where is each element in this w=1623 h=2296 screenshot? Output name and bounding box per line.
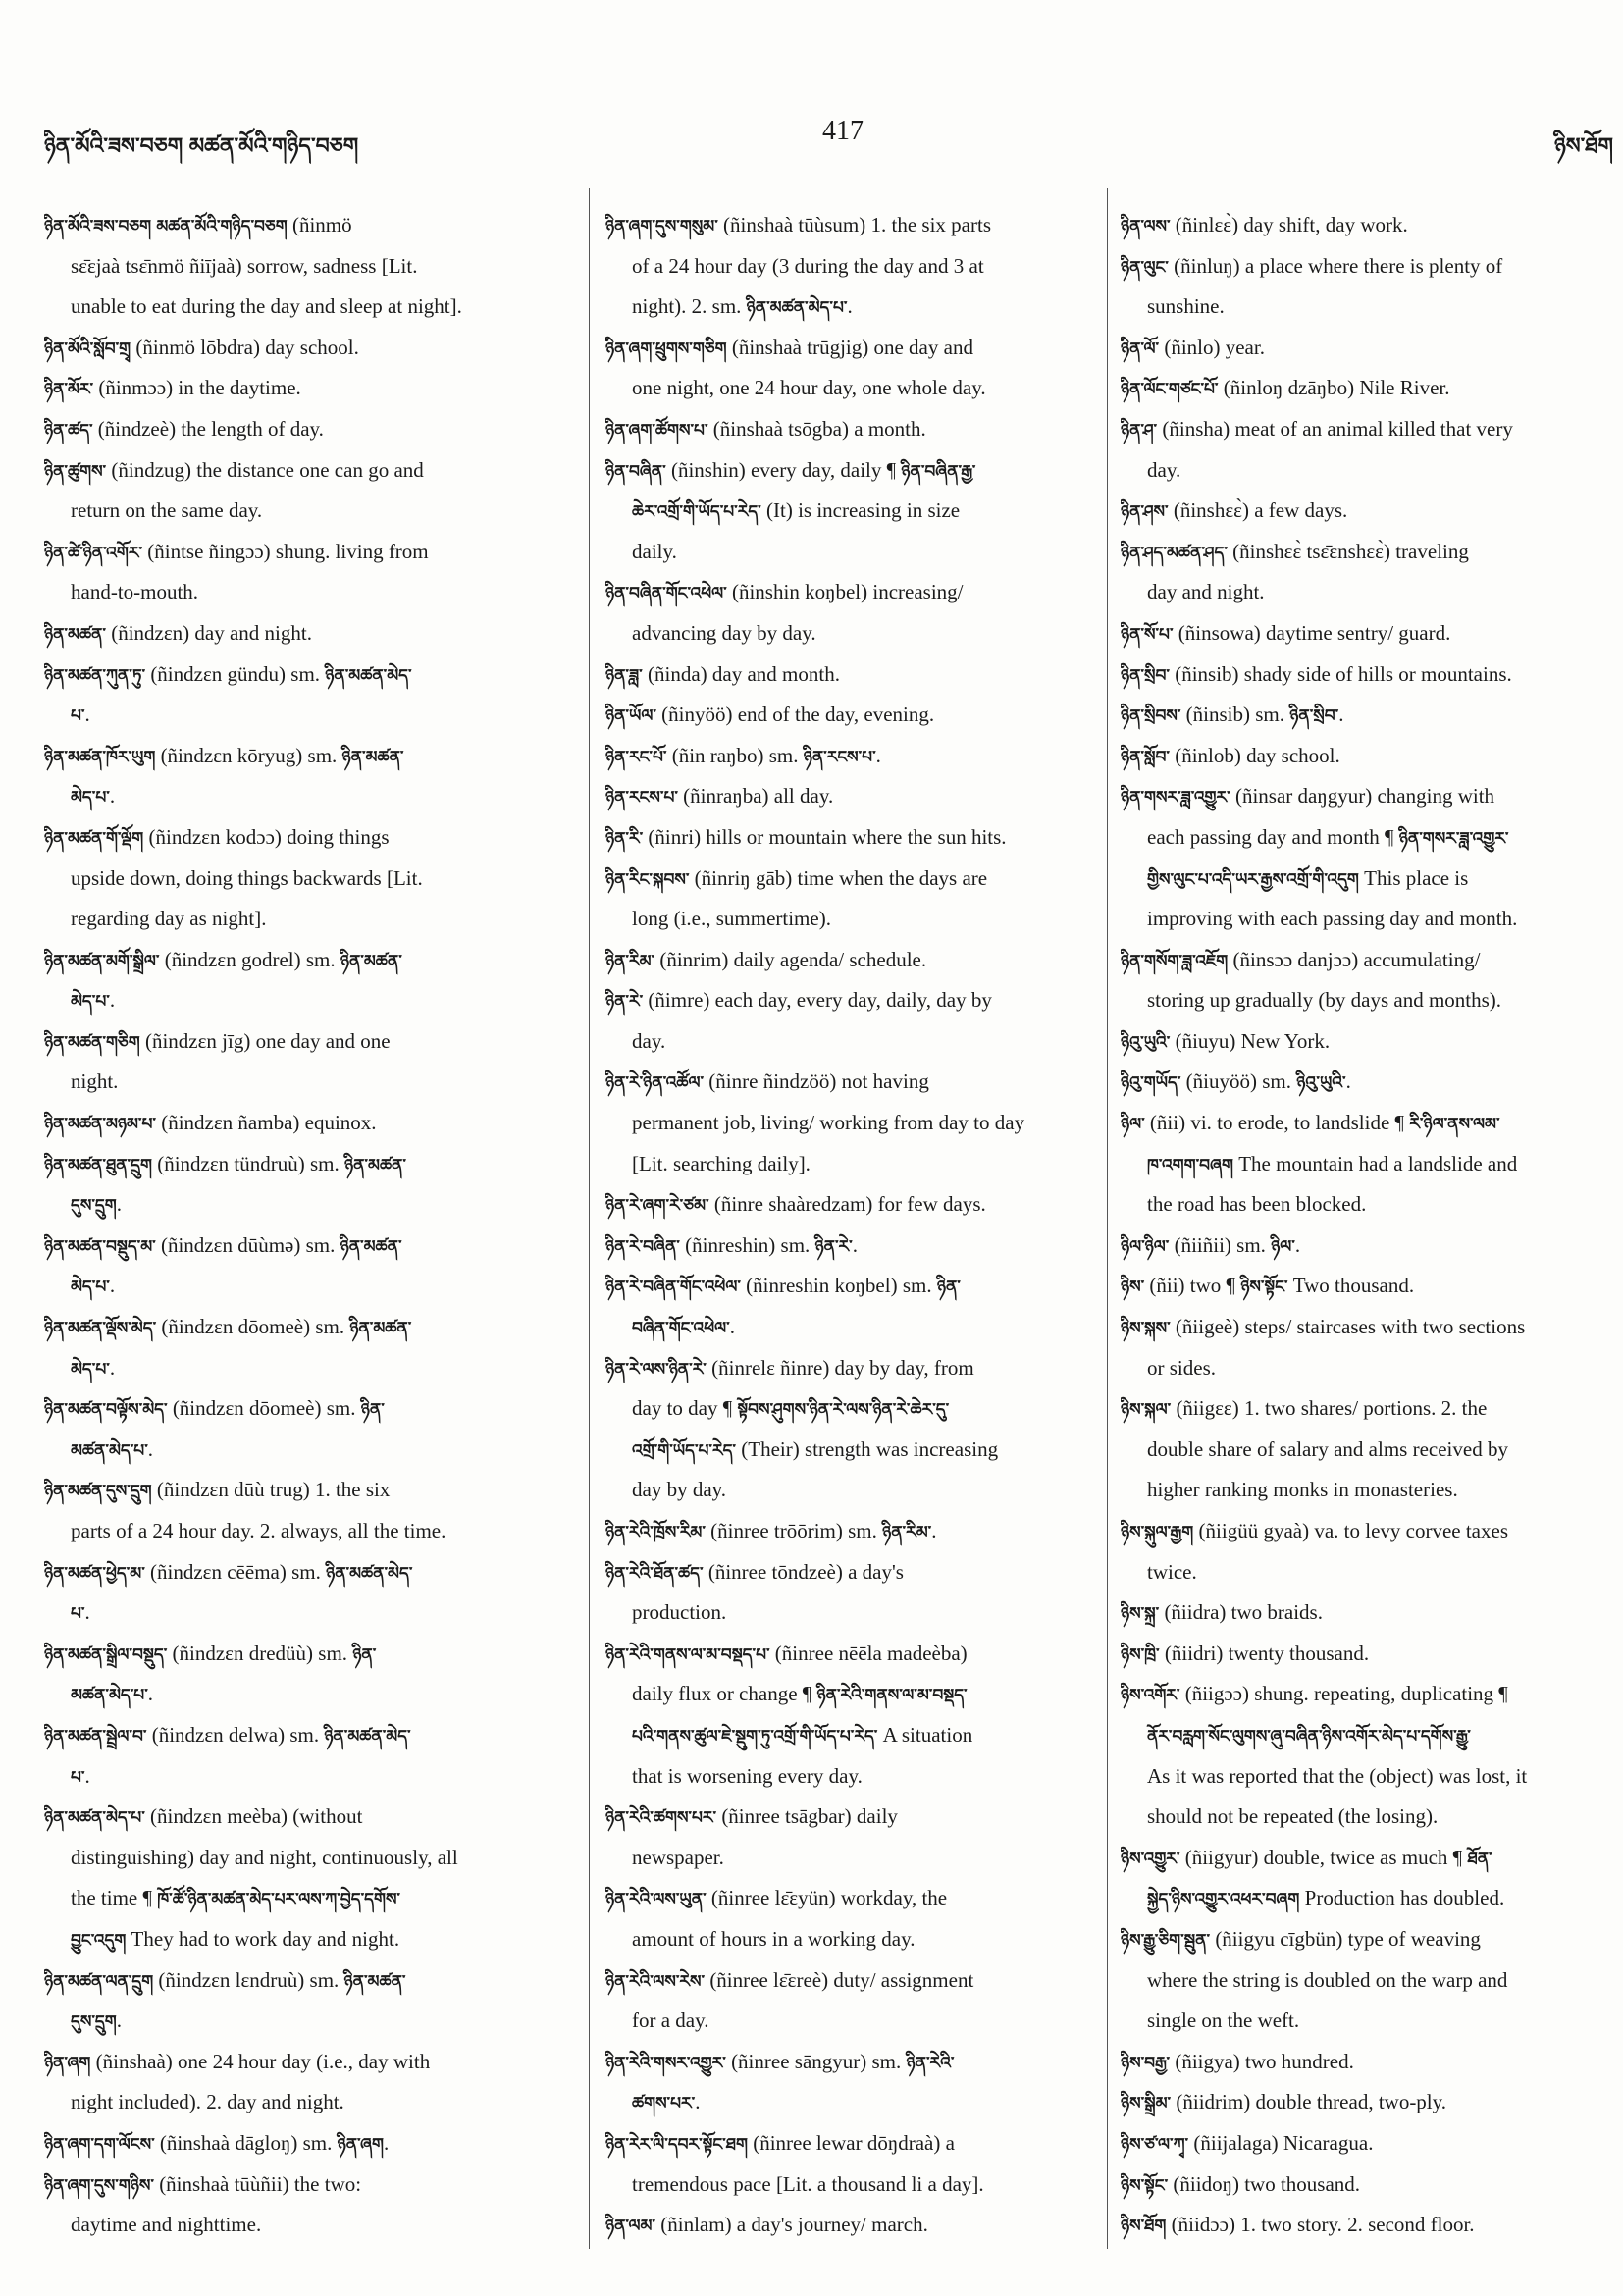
entry-headword-line: ཉིན་སོ་པ་ (ñinsowa) daytime sentry/ guard. [1121, 620, 1451, 645]
dictionary-entry [1121, 2205, 1611, 2246]
column-divider [1107, 188, 1108, 2249]
entry-headword-line: ཉིན་ཞག་ཕྲུགས་གཅིག (ñinshaà trūgjig) one day and [605, 335, 973, 359]
dictionary-entry [1121, 613, 1611, 654]
entry-headword-line: ཉིན་མཚན་ལན་དྲུག (ñindzɛn lɛndruù) sm. ཉིན་མཚན་ [44, 1967, 406, 1992]
entry-continuation-line: པ་. [71, 1600, 90, 1625]
entry-continuation-line: for a day. [632, 2009, 709, 2033]
entry-continuation-line: day. [632, 1028, 666, 1053]
entry-continuation-line: single on the weft. [1147, 2009, 1300, 2033]
entry-continuation-line: མེད་པ་. [71, 784, 116, 809]
entry-headword-line: ཉིན་རེ་བཞིན་ (ñinreshin) sm. ཉིན་རེ་. [605, 1232, 858, 1257]
entry-continuation-line: or sides. [1147, 1355, 1216, 1380]
dictionary-entry [1121, 1919, 1611, 2042]
dictionary-entry [1121, 1266, 1611, 1307]
dictionary-entry [605, 1062, 1096, 1184]
entry-continuation-line: As it was reported that the (object) was lost, it [1147, 1763, 1528, 1788]
entry-headword-line: ཉིན་ལོང་གཙང་པོ་ (ñinloŋ dzāŋbo) Nile River. [1121, 376, 1450, 400]
entry-headword-line: ཉིས་སྐས་ (ñiigeè) steps/ staircases with two sections [1121, 1315, 1526, 1339]
entry-continuation-line: improving with each passing day and month. [1147, 907, 1518, 931]
entry-headword-line: ཉིན་རེའི་ཁྲོས་རིམ་ (ñinree trōōrim) sm. ཉིན་རིམ་. [605, 1519, 937, 1542]
entry-headword-line: ཉིན་མཚན་སྦྲེལ་བ་ (ñindzɛn delwa) sm. ཉིན་མཚན་མེད་ [44, 1722, 411, 1747]
dictionary-entry [1121, 1838, 1611, 1919]
entry-continuation-line: མཚན་མེད་པ་. [71, 1682, 154, 1706]
entry-headword-line: ཉིན་རེ་ལས་ཉིན་རེ་ (ñinrelɛ ñinre) day by day, from [605, 1355, 974, 1380]
entry-headword-line: ཉིན་མཚན་བསྡུད་མ་ (ñindzɛn dūùmə) sm. ཉིན་མཚན་ [44, 1232, 402, 1257]
entry-continuation-line: ཚགས་པར་. [632, 2090, 701, 2114]
entry-headword-line: ཉིན་ཚད་ (ñindzeè) the length of day. [44, 416, 324, 441]
entry-continuation-line: འགྲོ་གི་ཡོད་པ་རེད་ (Their) strength was increasing [632, 1436, 999, 1461]
entry-headword-line: ཉིན་མཚན་ཕྱེད་མ་ (ñindzɛn cēēma) sm. ཉིན་མཚན་མེད་ [44, 1559, 413, 1584]
dictionary-entry [44, 1797, 574, 1959]
entry-headword-line: ཉིན་རེའི་གསར་འགྱུར་ (ñinree sāngyur) sm. ཉིན་རེའི་ [605, 2049, 955, 2073]
dictionary-entry [605, 1797, 1096, 1878]
dictionary-entry [44, 1715, 574, 1797]
column-divider [589, 188, 590, 2249]
dictionary-entry [44, 613, 574, 654]
entry-continuation-line: གྱིས་ལུང་པ་འདི་ཡར་རྒྱས་འགྲོ་གི་འདུག This place is [1147, 865, 1469, 890]
entry-headword-line: ཉིན་རངས་པ་ (ñinraŋba) all day. [605, 784, 834, 809]
entry-headword-line: ཉིན་མཚན་བལྟོས་མེད་ (ñindzɛn dōomeè) sm. ཉིན་ [44, 1396, 385, 1421]
entry-headword-line: ཉིན་ཞག་དུས་གསུམ་ (ñinshaà tūùsum) 1. the six parts [605, 213, 991, 236]
entry-continuation-line: ཁ་འགག་བཞག The mountain had a landslide and [1147, 1151, 1518, 1175]
entry-headword-line: ཉིས་རྒྱུ་ཅིག་སྦུན་ (ñiigyu cīgbün) type of weaving [1121, 1926, 1481, 1951]
dictionary-entry [1121, 328, 1611, 369]
dictionary-entry [1121, 1511, 1611, 1592]
entry-headword-line: ཉིན་རེར་ལི་དབར་སྟོང་ཐག (ñinree lewar dōŋdraà) a [605, 2130, 955, 2155]
dictionary-entry [605, 736, 1096, 777]
entry-continuation-line: of a 24 hour day (3 during the day and 3 at [632, 253, 984, 278]
entry-continuation-line: night. [71, 1070, 119, 1094]
dictionary-entry [1121, 532, 1611, 613]
entry-continuation-line: long (i.e., summertime). [632, 907, 831, 931]
entry-continuation-line: day. [1147, 457, 1181, 482]
entry-headword-line: ཉིས་སྟོང་ (ñiidoŋ) two thousand. [1121, 2171, 1361, 2196]
entry-headword-line: ཉིན་ཟླ་ (ñinda) day and month. [605, 661, 840, 686]
dictionary-entry [1121, 1021, 1611, 1063]
entry-headword-line: ཉིན་མོར་ (ñinmɔɔ) in the daytime. [44, 376, 301, 400]
entry-continuation-line: night). 2. sm. ཉིན་མཚན་མེད་པ་. [632, 294, 853, 319]
dictionary-entry [1121, 1062, 1611, 1103]
entry-headword-line: ཉིན་ལོ་ (ñinlo) year. [1121, 335, 1265, 359]
dictionary-entry [605, 1878, 1096, 1959]
dictionary-entry [44, 2165, 574, 2246]
entry-headword-line: ཉིན་མཚན་ཐུན་དྲུག (ñindzɛn tündruù) sm. ཉིན་མཚན་ [44, 1151, 406, 1175]
dictionary-entry [44, 450, 574, 532]
entry-headword-line: ཉིས་སྒྲིམ་ (ñiidrim) double thread, two-ply. [1121, 2090, 1447, 2114]
entry-continuation-line: where the string is doubled on the warp and [1147, 1967, 1508, 1992]
dictionary-entry [605, 328, 1096, 409]
entry-continuation-line: day by day. [632, 1478, 727, 1502]
dictionary-entry [605, 450, 1096, 573]
entry-continuation-line: དུས་དྲུག. [71, 1192, 122, 1217]
entry-headword-line: ཉིན་མཚན་གོ་ལྡོག (ñindzɛn kodɔɔ) doing things [44, 824, 390, 849]
entry-headword-line: ཉིན་མཚན་དུས་དྲུག (ñindzɛn dūù trug) 1. the six [44, 1478, 391, 1502]
dictionary-entry [1121, 1226, 1611, 1267]
dictionary-entry [605, 1552, 1096, 1634]
entry-headword-line: ཉིན་རེ་ཞག་རེ་ཙམ་ (ñinre shaàredzam) for few days. [605, 1192, 986, 1217]
entry-headword-line: ཉིན་མཚན་ལྡོས་མེད་ (ñindzɛn dōomeè) sm. ཉིན་མཚན་ [44, 1315, 412, 1339]
entry-headword-line: ཉིན་རིང་སྐབས་ (ñinriŋ gāb) time when the days are [605, 865, 988, 890]
entry-continuation-line: that is worsening every day. [632, 1763, 863, 1788]
entry-continuation-line: upside down, doing things backwards [Lit. [71, 865, 423, 890]
entry-headword-line: ཉིས་འགོར་ (ñiigɔɔ) shung. repeating, duplicating ¶ [1121, 1682, 1508, 1706]
dictionary-entry [605, 1184, 1096, 1226]
dictionary-entry [1121, 205, 1611, 246]
entry-headword-line: ཉིལ་ (ñii) vi. to erode, to landslide ¶ རི་ཉིལ་ནས་ལམ་ [1121, 1111, 1500, 1135]
entry-headword-line: ཉིན་ཞག་དག་ལོངས་ (ñinshaà dāgloŋ) sm. ཉིན་ཞག. [44, 2130, 390, 2155]
dictionary-entry [44, 409, 574, 450]
dictionary-entry [1121, 1634, 1611, 1675]
entry-continuation-line: higher ranking monks in monasteries. [1147, 1478, 1458, 1502]
dictionary-entry [44, 205, 574, 328]
entry-continuation-line: should not be repeated (the losing). [1147, 1804, 1439, 1829]
entry-continuation-line: ཆེར་འགྲོ་གི་ཡོད་པ་རེད་ (It) is increasing in size [632, 498, 961, 523]
entry-continuation-line: advancing day by day. [632, 620, 816, 645]
dictionary-entry [605, 776, 1096, 817]
entry-continuation-line: daily. [632, 539, 677, 563]
entry-headword-line: ཉིན་མཚན་ཀུན་ཏུ་ (ñindzɛn gündu) sm. ཉིན་མཚན་མེད་ [44, 661, 412, 686]
entry-continuation-line: permanent job, living/ working from day to day [632, 1111, 1025, 1135]
entry-headword-line: ཉིན་ལས་ (ñinlɛɛ̀) day shift, day work. [1121, 213, 1408, 236]
entry-headword-line: ཉིན་མཚན་ (ñindzɛn) day and night. [44, 620, 312, 645]
dictionary-entry [44, 817, 574, 940]
entry-headword-line: ཉིས་འགྱུར་ (ñiigyur) double, twice as much ¶ ཐོན་ [1121, 1845, 1492, 1869]
entry-headword-line: ཉིན་ཤད་མཚན་ཤད་ (ñinshɛɛ̀ tsɛ̄ɛnshɛɛ̀) traveling [1121, 539, 1469, 563]
dictionary-entry [1121, 246, 1611, 328]
entry-headword-line: ཉིའུ་ཡུའི་ (ñiuyu) New York. [1121, 1028, 1331, 1053]
dictionary-entry [605, 695, 1096, 736]
entry-continuation-line: tremendous pace [Lit. a thousand li a day]. [632, 2171, 984, 2196]
entry-headword-line: ཉིན་རེ་བཞིན་གོང་འཕེལ་ (ñinreshin koŋbel) sm. ཉིན་ [605, 1274, 961, 1298]
entry-headword-line: ཉིན་ལུང་ (ñinluŋ) a place where there is plenty of [1121, 253, 1503, 278]
dictionary-entry [605, 1511, 1096, 1552]
dictionary-entry [605, 572, 1096, 653]
entry-continuation-line: སྐྱེད་ཉིས་འགྱུར་འཕར་བཞག Production has doubled. [1147, 1886, 1505, 1910]
entry-headword-line: ཉིན་ཞག་ཚོགས་པ་ (ñinshaà tsōgba) a month. [605, 416, 926, 441]
dictionary-entry [44, 736, 574, 817]
entry-headword-line: ཉིས་བརྒྱ་ (ñiigya) two hundred. [1121, 2049, 1354, 2073]
entry-headword-line: ཉིན་མོའི་སློབ་གྲྭ (ñinmö lōbdra) day school. [44, 335, 359, 359]
entry-continuation-line: parts of a 24 hour day. 2. always, all the time. [71, 1519, 446, 1542]
entry-continuation-line: return on the same day. [71, 498, 263, 523]
entry-headword-line: ཉིན་རེའི་ཚགས་པར་ (ñinree tsāgbar) daily [605, 1804, 898, 1829]
dictionary-entry [605, 1634, 1096, 1797]
entry-continuation-line: double share of salary and alms received by [1147, 1436, 1508, 1461]
entry-continuation-line: མེད་པ་. [71, 988, 116, 1013]
dictionary-entry [1121, 409, 1611, 491]
entry-headword-line: ཉིན་རེ་ཉིན་འཚོལ་ (ñinre ñindzöö) not having [605, 1070, 929, 1094]
dictionary-entry [605, 205, 1096, 328]
entry-continuation-line: sunshine. [1147, 294, 1225, 319]
dictionary-entry [44, 1021, 574, 1103]
entry-headword-line: ཉིན་རི་ (ñinri) hills or mountain where the sun hits. [605, 824, 1007, 849]
dictionary-entry [44, 1144, 574, 1226]
entry-headword-line: ཉིལ་ཉིལ་ (ñiiñii) sm. ཉིལ་. [1121, 1232, 1301, 1257]
dictionary-entry [44, 1960, 574, 2042]
running-head-right: ཉིས་ཐོག [1553, 134, 1613, 159]
entry-headword-line: ཉིས་ཐོག (ñiidɔɔ) 1. two story. 2. second floor. [1121, 2213, 1475, 2237]
dictionary-entry [605, 817, 1096, 859]
entry-headword-line: ཉིན་ཚུགས་ (ñindzug) the distance one can go and [44, 457, 424, 482]
page-number: 417 [822, 116, 864, 146]
dictionary-entry [44, 2123, 574, 2165]
dictionary-entry [605, 980, 1096, 1062]
entry-headword-line: ཉིན་རེའི་ཐོན་ཚད་ (ñinree tōndzeè) a day's [605, 1559, 904, 1584]
dictionary-entry [1121, 1307, 1611, 1388]
entry-continuation-line: མེད་པ་. [71, 1355, 116, 1380]
dictionary-entry [44, 1307, 574, 1388]
entry-headword-line: ཉིན་ཞག (ñinshaà) one 24 hour day (i.e., day with [44, 2049, 431, 2073]
entry-headword-line: ཉིན་རིམ་ (ñinrim) daily agenda/ schedule. [605, 947, 927, 971]
entry-headword-line: ཉིན་རེའི་གནས་ལ་མ་བསྡད་པ་ (ñinree nēēla madeèba) [605, 1641, 968, 1665]
entry-continuation-line: the road has been blocked. [1147, 1192, 1367, 1217]
dictionary-entry [1121, 654, 1611, 696]
dictionary-entry [605, 1266, 1096, 1347]
entry-headword-line: ཉིས་སྐུལ་རྒྱག (ñiigüü gyaà) va. to levy corvee taxes [1121, 1519, 1508, 1542]
dictionary-entry [1121, 2042, 1611, 2083]
dictionary-entry [605, 940, 1096, 981]
dictionary-entry [1121, 1388, 1611, 1511]
entry-headword-line: ཉིན་མཚན་སྒྲིལ་བསྡུད་ (ñindzɛn dredüù) sm. ཉིན་ [44, 1641, 377, 1665]
entry-continuation-line: པའི་གནས་ཚུལ་ཇེ་སྡུག་ཏུ་འགྲོ་གི་ཡོད་པ་རེད་ A situation [632, 1722, 973, 1747]
entry-continuation-line: པ་. [71, 703, 90, 727]
entry-headword-line: ཉིན་མཚན་མགོ་སྒྲིལ་ (ñindzɛn godrel) sm. ཉིན་མཚན་ [44, 947, 402, 971]
column-2 [605, 205, 1096, 2256]
dictionary-entry [44, 1552, 574, 1634]
entry-headword-line: ཉིན་བཞིན་ (ñinshin) every day, daily ¶ ཉིན་བཞིན་རྒྱ་ [605, 457, 976, 482]
entry-headword-line: ཉིན་སྲིབ་ (ñinsib) shady side of hills or mountains. [1121, 661, 1512, 686]
entry-headword-line: ཉིན་རེའི་ལས་ཡུན་ (ñinree lɛ̄ɛyün) workday, the [605, 1886, 948, 1910]
entry-headword-line: ཉིན་མཚན་མེད་པ་ (ñindzɛn meèba) (without [44, 1804, 363, 1829]
entry-headword-line: ཉིས་སྐྲ་ (ñiidra) two braids. [1121, 1600, 1323, 1625]
entry-headword-line: ཉིན་ཚེ་ཉིན་འགོར་ (ñintse ñingɔɔ) shung. living from [44, 539, 429, 563]
dictionary-entry [1121, 2165, 1611, 2206]
dictionary-entry [44, 368, 574, 409]
entry-headword-line: ཉིན་ཤ་ (ñinsha) meat of an animal killed that very [1121, 416, 1513, 441]
dictionary-entry [605, 859, 1096, 940]
entry-headword-line: ཉིན་རང་པོ་ (ñin raŋbo) sm. ཉིན་རངས་པ་. [605, 743, 881, 767]
dictionary-entry [1121, 1592, 1611, 1634]
column-1 [44, 205, 574, 2256]
dictionary-entry [605, 1226, 1096, 1267]
dictionary-entry [1121, 2123, 1611, 2165]
entry-continuation-line: production. [632, 1600, 727, 1625]
entry-continuation-line: དུས་དྲུག. [71, 2009, 122, 2033]
entry-headword-line: ཉིན་མཚན་གཅིག (ñindzɛn jīg) one day and one [44, 1028, 391, 1053]
entry-continuation-line: བྱུང་འདུག They had to work day and night. [71, 1926, 400, 1951]
entry-continuation-line: daytime and nighttime. [71, 2213, 262, 2237]
entry-continuation-line: twice. [1147, 1559, 1197, 1584]
entry-continuation-line: པ་. [71, 1763, 90, 1788]
entry-continuation-line: [Lit. searching daily]. [632, 1151, 811, 1175]
entry-headword-line: ཉིན་ཡོལ་ (ñinyöö) end of the day, evening. [605, 703, 935, 727]
entry-headword-line: ཉིན་མཚན་མཉམ་པ་ (ñindzɛn ñamba) equinox. [44, 1111, 377, 1135]
entry-continuation-line: regarding day as night]. [71, 907, 267, 931]
entry-headword-line: ཉིན་ཞག་དུས་གཉིས་ (ñinshaà tūùñii) the two: [44, 2171, 362, 2196]
dictionary-entry [44, 1226, 574, 1307]
running-head-left: ཉིན་མོའི་ཟས་བཅག མཚན་མོའི་གཉིད་བཅག [44, 134, 359, 159]
entry-continuation-line: མཚན་མེད་པ་. [71, 1436, 154, 1461]
column-3 [1121, 205, 1611, 2256]
dictionary-entry [44, 1103, 574, 1144]
entry-continuation-line: བཞིན་གོང་འཕེལ་. [632, 1315, 735, 1339]
dictionary-entry [44, 1634, 574, 1715]
entry-continuation-line: ནོར་བརླག་སོང་ལུགས་ཞུ་བཞིན་ཉིས་འགོར་མེད་པ་དགོས་རྒྱུ་ [1147, 1726, 1471, 1747]
dictionary-entry [1121, 368, 1611, 409]
dictionary-entry [1121, 1674, 1611, 1837]
dictionary-entry [44, 654, 574, 736]
dictionary-entry [1121, 695, 1611, 736]
dictionary-entry [605, 2042, 1096, 2123]
entry-continuation-line: storing up gradually (by days and months). [1147, 988, 1502, 1013]
dictionary-entry [605, 654, 1096, 696]
entry-headword-line: ཉིས་ཙ་ལ་ཀྭ་ (ñiijalaga) Nicaragua. [1121, 2130, 1374, 2155]
dictionary-entry [1121, 736, 1611, 777]
dictionary-entry [44, 1470, 574, 1551]
entry-continuation-line: hand-to-mouth. [71, 580, 199, 604]
entry-continuation-line: one night, one 24 hour day, one whole day. [632, 376, 986, 400]
entry-continuation-line: each passing day and month ¶ ཉིན་གསར་ཟླ་འགྱུར་ [1147, 824, 1509, 849]
entry-headword-line: ཉིས་ཁྲི་ (ñiidri) twenty thousand. [1121, 1641, 1370, 1665]
entry-headword-line: ཉིན་བཞིན་གོང་འཕེལ་ (ñinshin koŋbel) increasing/ [605, 580, 964, 604]
entry-continuation-line: amount of hours in a working day. [632, 1926, 916, 1951]
dictionary-entry [44, 940, 574, 1021]
dictionary-entry [605, 2205, 1096, 2246]
entry-continuation-line: night included). 2. day and night. [71, 2090, 344, 2114]
dictionary-entry [1121, 940, 1611, 1021]
entry-continuation-line: daily flux or change ¶ ཉིན་རེའི་གནས་ལ་མ་བསྡད་ [632, 1682, 968, 1706]
entry-continuation-line: day to day ¶ སྟོབས་ཤུགས་ཉིན་རེ་ལས་ཉིན་རེ་ཆེར་དུ་ [632, 1396, 950, 1421]
entry-continuation-line: day and night. [1147, 580, 1265, 604]
dictionary-entry [44, 2042, 574, 2123]
entry-headword-line: ཉིན་ལམ་ (ñinlam) a day's journey/ march. [605, 2213, 928, 2237]
dictionary-entry [44, 1388, 574, 1470]
entry-headword-line: ཉིན་གསར་ཟླ་འགྱུར་ (ñinsar daŋgyur) changing with [1121, 784, 1495, 809]
entry-continuation-line: unable to eat during the day and sleep at night]. [71, 294, 462, 319]
entry-continuation-line: sɛ̄ɛjaà tsɛ̄nmö ñiījaà) sorrow, sadness [Lit. [71, 253, 418, 278]
entry-headword-line: ཉིན་གསོག་ཟླ་འཇོག (ñinsɔɔ danjɔɔ) accumulating/ [1121, 947, 1481, 971]
dictionary-entry [1121, 776, 1611, 939]
entry-headword-line: ཉིན་སློབ་ (ñinlob) day school. [1121, 743, 1340, 767]
entry-headword-line: ཉིས་ (ñii) two ¶ ཉིས་སྟོང་ Two thousand. [1121, 1274, 1415, 1298]
entry-headword-line: ཉིན་མཚན་ཁོར་ཡུག (ñindzɛn kōryug) sm. ཉིན་མཚན་ [44, 743, 404, 767]
entry-headword-line: ཉིན་རེའི་ལས་རེས་ (ñinree lɛ̄ɛreè) duty/ assignment [605, 1967, 974, 1992]
dictionary-entry [44, 328, 574, 369]
entry-continuation-line: the time ¶ ཁོ་ཚོ་ཉིན་མཚན་མེད་པར་ལས་ཀ་བྱེད་དགོས་ [71, 1886, 400, 1910]
entry-headword-line: ཉིན་རེ་ (ñimre) each day, every day, daily, day by [605, 988, 992, 1013]
entry-continuation-line: མེད་པ་. [71, 1274, 116, 1298]
entry-headword-line: ཉིས་སྐལ་ (ñiigɛɛ) 1. two shares/ portions. 2. the [1121, 1396, 1488, 1421]
entry-continuation-line: newspaper. [632, 1845, 724, 1869]
dictionary-entry [1121, 1103, 1611, 1226]
dictionary-entry [1121, 2082, 1611, 2123]
entry-headword-line: ཉིན་མོའི་ཟས་བཅག མཚན་མོའི་གཉིད་བཅག (ñinmö [44, 213, 352, 236]
dictionary-entry [44, 532, 574, 613]
dictionary-entry [605, 2123, 1096, 2205]
dictionary-entry [1121, 491, 1611, 532]
entry-headword-line: ཉིན་ཤས་ (ñinshɛɛ̀) a few days. [1121, 498, 1348, 523]
entry-headword-line: ཉིའུ་གཡོད་ (ñiuyöö) sm. ཉིའུ་ཡུའི་. [1121, 1070, 1351, 1094]
entry-continuation-line: distinguishing) day and night, continuously, all [71, 1845, 458, 1869]
dictionary-entry [605, 1348, 1096, 1511]
entry-headword-line: ཉིན་སྲིབས་ (ñinsib) sm. ཉིན་སྲིབ་. [1121, 703, 1344, 727]
dictionary-entry [605, 409, 1096, 450]
dictionary-entry [605, 1960, 1096, 2042]
